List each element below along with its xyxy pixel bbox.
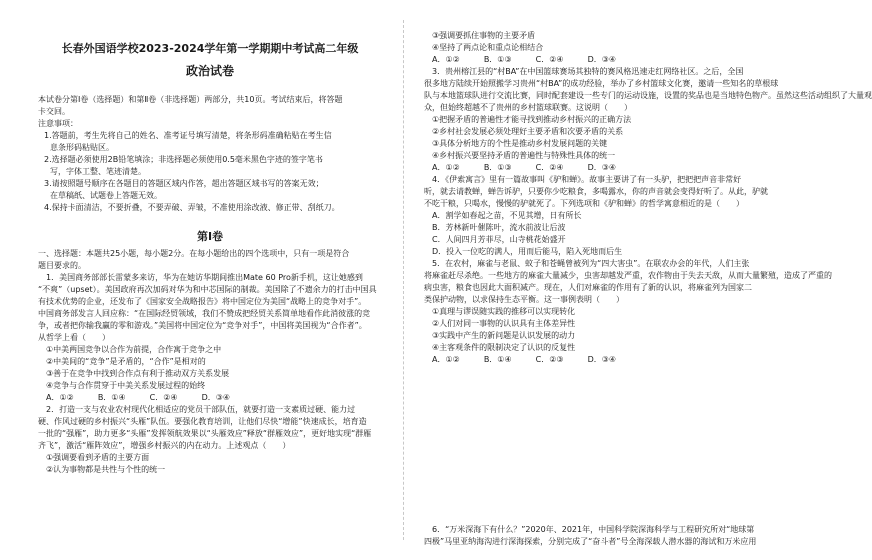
question-line: 病虫害，粮食也因此大面积减产。现在，人们对麻雀的作用有了新的认识，将麻雀列为国家二	[424, 283, 752, 292]
section-title: 第Ⅰ卷	[196, 230, 224, 243]
right-questions-top	[424, 30, 872, 366]
instructions	[38, 94, 382, 214]
question-line: 不吃干粮，只喝水，慢慢的驴就死了。下列选项和《驴和蝉》的哲学寓意相近的是（ ）	[424, 199, 744, 208]
question-line: 题目要求的。	[38, 261, 86, 270]
question-line: 中国商务部发言人回应称：“在国际经贸领域，我们不赞成把经贸关系简单地看作此消彼涨的竞	[38, 309, 371, 318]
option-line: ①真理与谬误随实践的推移可以实现转化	[432, 307, 576, 316]
left-questions	[38, 248, 382, 476]
question-line: 类保护动物，以求保持生态平衡。这一事例表明（ ）	[424, 295, 624, 304]
option-line: ①把握矛盾的普遍性才能寻找到推动乡村振兴的正确方法	[432, 115, 632, 124]
option-line: ③实践中产生的新问题是认识发展的动力	[432, 331, 576, 340]
question-line: 听，就去请教蝉，蝉告诉驴，只要你少吃粮食，多喝露水，你的声音就会变得好听了。从此，驴就	[424, 187, 768, 196]
instruction-line: 2.选择题必须使用2B铅笔填涂；非选择题必须使用0.5毫米黑色字迹的签字笔书	[44, 155, 323, 164]
question-line: 有技术优势的企业，还发布了《国家安全战略报告》将中国定位为美国“战略上的竞争对手”。	[38, 297, 367, 306]
question-line: 从哲学上看（ ）	[38, 333, 110, 342]
instruction-line: 息条形码粘贴区。	[50, 143, 114, 152]
option-line: ②认为事物都是共性与个性的统一	[46, 465, 166, 474]
instruction-line: 在草稿纸、试题卷上答题无效。	[50, 191, 162, 200]
option-line: ④竞争与合作贯穿于中美关系发展过程的始终	[46, 381, 206, 390]
instruction-line: 注意事项：	[38, 119, 78, 128]
question-line: 争，或者把你输我赢的零和游戏。”美国将中国定位为“竞争对手”，中国将美国视为“合作者”。	[38, 321, 367, 330]
option-line: ②人们对同一事物的认识具有主体差异性	[432, 319, 576, 328]
option-line: ③善于在竞争中找到合作点有利于推动双方关系发展	[46, 369, 230, 378]
question-line: 一批的“强雁”，助力更多“头雁”发挥领航效果以“头雁效应”释放“群雁效应”，更好地实现“群雁	[38, 429, 372, 438]
instruction-line: 3.请按照题号顺序在各题目的答题区域内作答，超出答题区域书写的答案无效；	[44, 179, 324, 188]
answer-choices: A．①② B．①④ C．②③ D．③④	[432, 355, 617, 364]
answer-choices: A．①② B．①④ C．②④ D．③④	[46, 393, 231, 402]
right-questions-bottom	[424, 524, 768, 548]
answer-choices: A．①② B．①③ C．②④ D．③④	[432, 55, 617, 64]
option-line: ④乡村振兴要坚持矛盾的普遍性与特殊性具体的统一	[432, 151, 616, 160]
question-line: 队与本地篮球队进行交流比赛，同时配套建设一些专门的运动设施，设置的奖品也是当地特色物产。虽然这些活动组织了大量观	[424, 91, 872, 100]
question-line: 一、选择题：本题共25小题，每小题2分。在每小题给出的四个选项中，只有一项是符合	[38, 249, 350, 258]
question-line: 3．贵州榕江县的“村BA”在中国篮球赛场其独特的赛风格迅速走红网络社区。之后，全国	[432, 67, 744, 76]
question-line: 很多地方陆续开始照搬学习贵州“村BA”的成功经验，举办了乡村篮球文化赛，邀请一些知名的草根球	[424, 79, 779, 88]
instruction-line: 写，字体工整、笔迹清楚。	[50, 167, 146, 176]
option-line: ④主客观条件的限制决定了认识的反复性	[432, 343, 576, 352]
option-line: A．割学如春起之苗，不见其增，日有所长	[432, 211, 582, 220]
question-line: 4．《伊索寓言》里有一篇故事叫《驴和蝉》。故事主要讲了有一头驴，把把把声音非常好	[432, 175, 742, 184]
instruction-line: 卡交回。	[38, 107, 70, 116]
exam-subject: 政治试卷	[185, 64, 234, 78]
option-line: C．人间四月芳菲尽，山寺桃花始盛开	[432, 235, 566, 244]
option-line: ①中美两国竞争以合作为前提，合作寓于竞争之中	[46, 345, 222, 354]
option-line: ②乡村社会发展必须处理好主要矛盾和次要矛盾的关系	[432, 127, 624, 136]
question-line: 硬、作风过硬的乡村振兴“头雁”队伍。要强化教育培训，让他们尽快“增能”快速成长，培育造	[38, 417, 367, 426]
option-line: ③强调要抓住事物的主要矛盾	[432, 31, 536, 40]
option-line: ③具体分析地方的个性是推动乡村发展问题的关键	[432, 139, 608, 148]
option-line: D．投入一位吃的满人，用而后能马，陷入死地而后生	[432, 247, 623, 256]
answer-choices: A．①② B．①③ C．②④ D．③④	[432, 163, 617, 172]
question-line: 2．打造一支与农业农村现代化相适应的党员干部队伍，就要打造一支素质过硬、能力过	[46, 405, 356, 414]
question-line: 6．“万米深海下有什么？”2020年、2021年，中国科学院深海科学与工程研究所对“地球第	[432, 525, 755, 534]
instruction-line: 本试卷分第Ⅰ卷（选择题）和第Ⅱ卷（非选择题）两部分，共10页。考试结束后，将答题	[38, 95, 343, 104]
option-line: ②中美间的“竞争”是矛盾的，“合作”是相对的	[46, 357, 206, 366]
exam-title: 长春外国语学校2023-2024学年第一学期期中考试高二年级	[61, 42, 359, 55]
instruction-line: 4.保持卡面清洁，不要折叠，不要弄破、弄皱，不准使用涂改液、修正带、刮纸刀。	[44, 203, 340, 212]
option-line: ①强调要看到矛盾的主要方面	[46, 453, 150, 462]
question-line: 众，但始终超越不了贵州的乡村篮球联赛。这说明（ ）	[424, 103, 632, 112]
option-line: ④坚持了两点论和重点论相结合	[432, 43, 544, 52]
question-line: 齐飞”，激活“雁阵效应”，增强乡村振兴的内在动力。上述观点（ ）	[38, 441, 291, 450]
question-line: 5．在农村，麻雀与老鼠、蚊子和苍蝇曾被列为“四大害虫”。在联农办会的年代，人们主张	[432, 259, 750, 268]
instruction-line: 1.答题前，考生先将自己的姓名、准考证号填写清楚，将条形码准确粘贴在考生信	[44, 131, 332, 140]
question-line: “不爽”（upset）。美国政府再次加码对华为和中芯国际的制裁。美国除了不遗余力的打击中国具	[38, 285, 377, 294]
question-line: 四极”马里亚纳海沟进行深海探索，分别完成了“奋斗者”号全海深载人潜水器的海试和万米应用	[424, 537, 757, 546]
question-line: 1．美国商务部部长雷蒙多来访，华为在她访华期间推出Mate 60 Pro新手机，这让她感到	[46, 273, 363, 282]
question-line: 将麻雀赶尽杀绝。一些地方的麻雀大量减少，虫害却越发严重，农作物由于失去天敌，从而大量繁殖，造成了严重的	[424, 271, 832, 280]
column-divider	[403, 20, 404, 540]
option-line: B．芳林新叶催陈叶，流水前波让后波	[432, 223, 566, 232]
